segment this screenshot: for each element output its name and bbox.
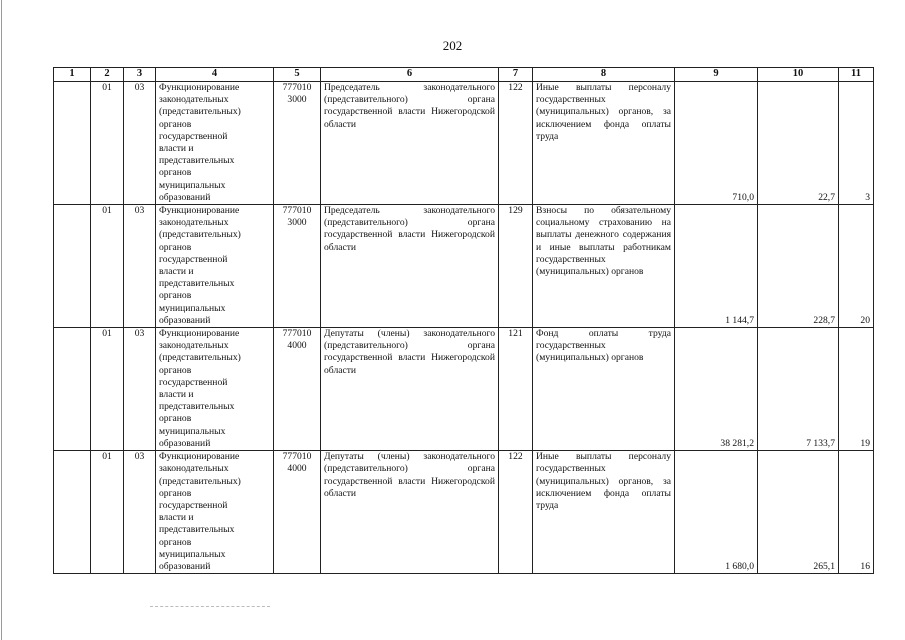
table-row: [54, 205, 874, 328]
cell-section-name: Функционирование законодательных (представительных) органов государственной власти и представительных органов муниципальных образований: [156, 82, 274, 205]
cell-percent: 16: [839, 451, 874, 574]
column-header-4: 4: [156, 68, 274, 82]
cell-subsection: 03: [124, 82, 156, 205]
footer-dash-line: [150, 606, 270, 607]
cell-amount-actual: 265,1: [758, 451, 839, 574]
column-header-3: 3: [124, 68, 156, 82]
cell-expense-name: Взносы по обязательному социальному страхованию на выплаты денежного содержания и иные выплаты работникам государственных (муниципальных) органов: [533, 205, 675, 328]
header-row: [54, 68, 874, 82]
cell-col1: [54, 82, 91, 205]
cell-amount-plan: 1 144,7: [675, 205, 758, 328]
cell-expense-name: Иные выплаты персоналу государственных (муниципальных) органов, за исключением фонда оплаты труда: [533, 451, 675, 574]
column-header-5: 5: [274, 68, 321, 82]
cell-col1: [54, 205, 91, 328]
cell-amount-plan: 710,0: [675, 82, 758, 205]
column-header-1: 1: [54, 68, 91, 82]
column-header-7: 7: [499, 68, 533, 82]
cell-percent: 3: [839, 82, 874, 205]
cell-amount-actual: 22,7: [758, 82, 839, 205]
cell-section: 01: [91, 205, 124, 328]
cell-expense-name: Иные выплаты персоналу государственных (муниципальных) органов, за исключением фонда оплаты труда: [533, 82, 675, 205]
cell-percent: 19: [839, 328, 874, 451]
column-header-11: 11: [839, 68, 874, 82]
cell-target-code: 777010 4000: [274, 328, 321, 451]
cell-subsection: 03: [124, 328, 156, 451]
budget-table: [53, 67, 874, 574]
cell-target-code: 777010 4000: [274, 451, 321, 574]
cell-expense-name: Фонд оплаты труда государственных (муниципальных) органов: [533, 328, 675, 451]
cell-section: 01: [91, 451, 124, 574]
column-header-10: 10: [758, 68, 839, 82]
cell-percent: 20: [839, 205, 874, 328]
cell-recipient: Депутаты (члены) законодательного (представительного) органа государственной власти Нижегородской области: [321, 328, 499, 451]
cell-expense-code: 122: [499, 82, 533, 205]
cell-amount-plan: 38 281,2: [675, 328, 758, 451]
cell-target-code: 777010 3000: [274, 205, 321, 328]
cell-amount-actual: 7 133,7: [758, 328, 839, 451]
cell-section: 01: [91, 82, 124, 205]
cell-section-name: Функционирование законодательных (представительных) органов государственной власти и представительных органов муниципальных образований: [156, 205, 274, 328]
cell-recipient: Депутаты (члены) законодательного (представительного) органа государственной власти Нижегородской области: [321, 451, 499, 574]
cell-subsection: 03: [124, 205, 156, 328]
cell-expense-code: 122: [499, 451, 533, 574]
column-header-6: 6: [321, 68, 499, 82]
cell-section-name: Функционирование законодательных (представительных) органов государственной власти и представительных органов муниципальных образований: [156, 451, 274, 574]
page-edge-line: [1, 0, 2, 640]
cell-amount-plan: 1 680,0: [675, 451, 758, 574]
table-row: [54, 328, 874, 451]
column-header-8: 8: [533, 68, 675, 82]
column-header-2: 2: [91, 68, 124, 82]
cell-recipient: Председатель законодательного (представительного) органа государственной власти Нижегородской области: [321, 82, 499, 205]
table-row: [54, 451, 874, 574]
cell-target-code: 777010 3000: [274, 82, 321, 205]
cell-subsection: 03: [124, 451, 156, 574]
page-number: 202: [442, 38, 463, 53]
column-header-9: 9: [675, 68, 758, 82]
cell-recipient: Председатель законодательного (представительного) органа государственной власти Нижегородской области: [321, 205, 499, 328]
cell-expense-code: 129: [499, 205, 533, 328]
cell-col1: [54, 328, 91, 451]
cell-amount-actual: 228,7: [758, 205, 839, 328]
cell-expense-code: 121: [499, 328, 533, 451]
table-row: [54, 82, 874, 205]
cell-col1: [54, 451, 91, 574]
cell-section-name: Функционирование законодательных (представительных) органов государственной власти и представительных органов муниципальных образований: [156, 328, 274, 451]
cell-section: 01: [91, 328, 124, 451]
